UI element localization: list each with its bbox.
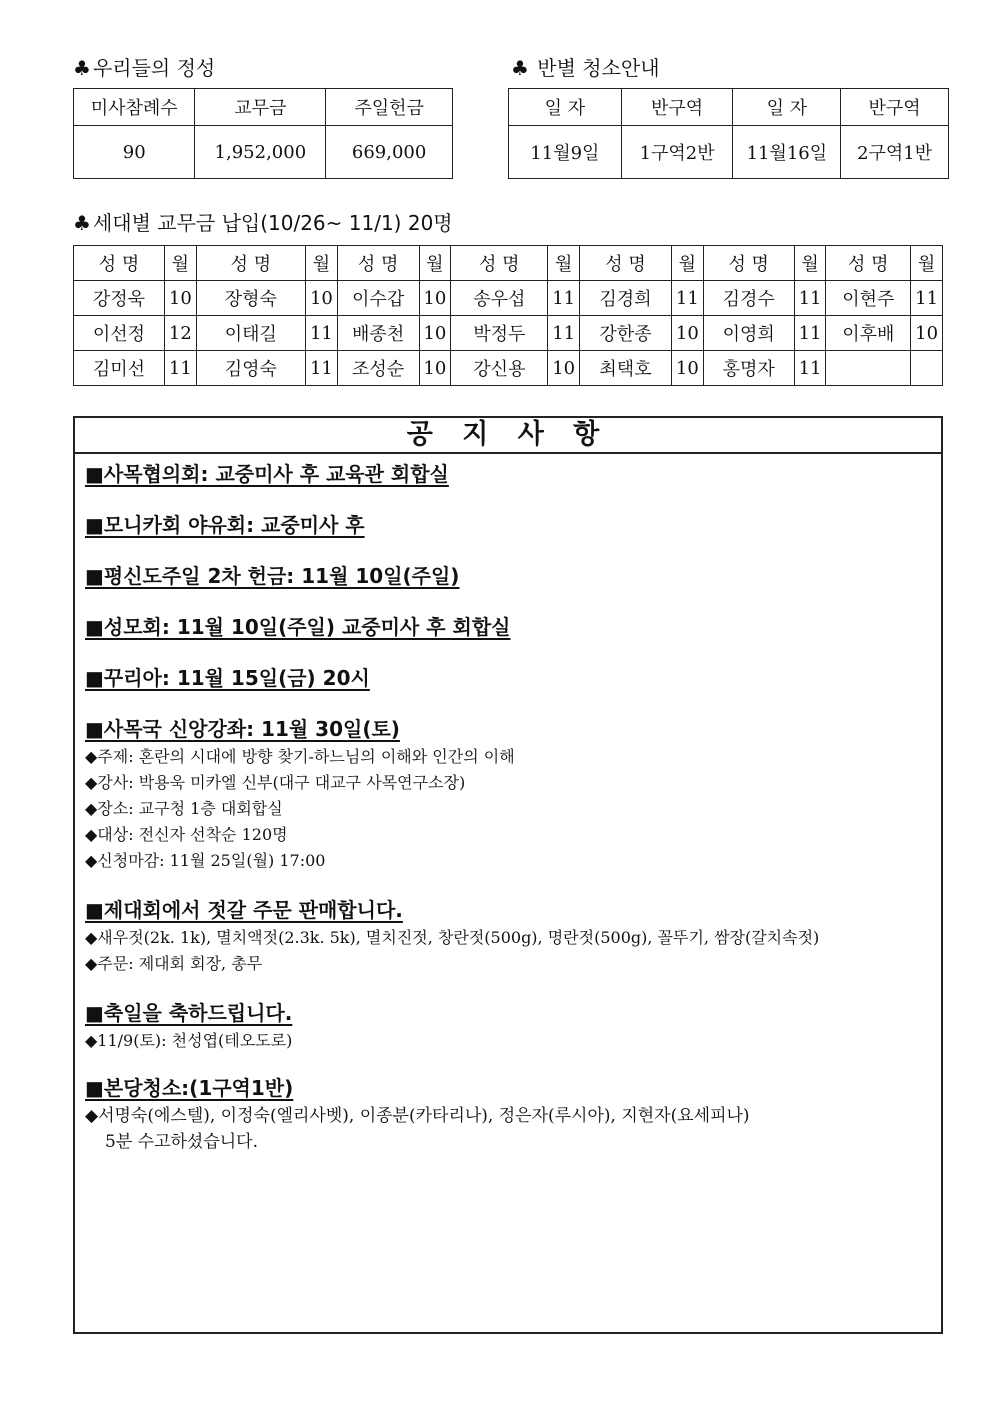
cleaning-date: 11월16일 [733, 126, 841, 179]
household-name: 김미선 [74, 351, 165, 386]
name-header: 성 명 [703, 246, 794, 281]
month-header: 월 [306, 246, 338, 281]
paid-month [911, 351, 943, 386]
table-row [74, 351, 943, 386]
paid-month: 10 [548, 351, 580, 386]
cleaning-header: 일 자 [509, 89, 622, 126]
club-icon: ♣ [511, 56, 529, 80]
table-row [74, 316, 943, 351]
paid-month: 11 [794, 351, 826, 386]
name-header: 성 명 [580, 246, 672, 281]
dues-value: 1,952,000 [195, 126, 326, 179]
paid-month: 10 [419, 281, 451, 316]
sunday-offering-value: 669,000 [326, 126, 453, 179]
paid-month: 10 [306, 281, 338, 316]
household-name: 홍명자 [703, 351, 794, 386]
attendance-value: 90 [74, 126, 195, 179]
month-header: 월 [164, 246, 196, 281]
cleaning-header: 반구역 [841, 89, 949, 126]
paid-month: 10 [672, 351, 704, 386]
paid-month: 10 [419, 351, 451, 386]
offering-title: ♣ 우리들의 정성 [73, 56, 216, 80]
name-header: 성 명 [451, 246, 548, 281]
club-icon: ♣ [73, 56, 91, 80]
household-name: 이선정 [74, 316, 165, 351]
dues-table [73, 245, 943, 386]
household-name: 김경수 [703, 281, 794, 316]
notice-detail: ◆11/9(토): 천성엽(테오도로) [85, 1031, 293, 1050]
notice-body [85, 458, 933, 1155]
notice-detail: ◆서명숙(에스텔), 이정숙(엘리사벳), 이종분(카타리나), 정은자(루시아), 지현자(요세피나) [85, 1106, 750, 1126]
household-name: 김경희 [580, 281, 672, 316]
month-header: 월 [672, 246, 704, 281]
household-name: 이후배 [826, 316, 911, 351]
household-name [826, 351, 911, 386]
paid-month: 11 [548, 281, 580, 316]
household-name: 이수갑 [337, 281, 419, 316]
dues-title: ♣ 세대별 교무금 납입(10/26~ 11/1) 20명 [73, 211, 453, 235]
name-header: 성 명 [337, 246, 419, 281]
cleaning-date: 11월9일 [509, 126, 622, 179]
notice-detail: ◆주문: 제대회 회장, 총무 [85, 954, 263, 973]
notice-detail: ◆주제: 혼란의 시대에 방향 찾기-하느님의 이해와 인간의 이해 [85, 747, 515, 766]
household-name: 강정욱 [74, 281, 165, 316]
cleaning-header: 반구역 [621, 89, 733, 126]
name-header: 성 명 [196, 246, 305, 281]
dues-header-row [74, 246, 943, 281]
household-name: 박정두 [451, 316, 548, 351]
household-name: 배종천 [337, 316, 419, 351]
paid-month: 12 [164, 316, 196, 351]
cleaning-header: 일 자 [733, 89, 841, 126]
notice-heading: ■축일을 축하드립니다. [85, 1001, 293, 1025]
offering-table [73, 88, 453, 179]
notice-detail: ◆새우젓(2k. 1k), 멸치액젓(2.3k. 5k), 멸치진젓, 창란젓(500g), 명란젓(500g), 꼴뚜기, 쌈장(갈치속젓) [85, 928, 820, 947]
notice-box [73, 416, 943, 1334]
household-name: 김영숙 [196, 351, 305, 386]
household-name: 이태길 [196, 316, 305, 351]
paid-month: 11 [306, 316, 338, 351]
household-name: 송우섭 [451, 281, 548, 316]
cleaning-title: ♣ 반별 청소안내 [511, 56, 660, 80]
household-name: 이현주 [826, 281, 911, 316]
month-header: 월 [419, 246, 451, 281]
notice-heading: ■사목국 신앙강좌: 11월 30일(토) [85, 717, 400, 741]
cleaning-area: 2구역1반 [841, 126, 949, 179]
notice-detail: ◆대상: 전신자 선착순 120명 [85, 825, 288, 844]
household-name: 이영희 [703, 316, 794, 351]
notice-detail: ◆장소: 교구청 1층 대회합실 [85, 799, 283, 818]
paid-month: 10 [911, 316, 943, 351]
notice-title: 공 지 사 항 [75, 418, 941, 454]
cleaning-area: 1구역2반 [621, 126, 733, 179]
notice-detail: ◆신청마감: 11월 25일(월) 17:00 [85, 851, 326, 870]
paid-month: 10 [672, 316, 704, 351]
notice-heading: ■사목협의회: 교중미사 후 교육관 회합실 [85, 462, 449, 486]
notice-detail: ◆강사: 박용욱 미카엘 신부(대구 대교구 사목연구소장) [85, 773, 466, 792]
notice-heading: ■제대회에서 젓갈 주문 판매합니다. [85, 898, 403, 922]
household-name: 장형숙 [196, 281, 305, 316]
offering-header: 교무금 [195, 89, 326, 126]
paid-month: 11 [794, 281, 826, 316]
household-name: 최택호 [580, 351, 672, 386]
notice-detail: 5분 수고하셨습니다. [105, 1132, 258, 1152]
month-header: 월 [794, 246, 826, 281]
paid-month: 10 [419, 316, 451, 351]
household-name: 강신용 [451, 351, 548, 386]
notice-heading: ■본당청소:(1구역1반) [85, 1076, 294, 1100]
offering-header: 미사참례수 [74, 89, 195, 126]
paid-month: 11 [672, 281, 704, 316]
paid-month: 11 [548, 316, 580, 351]
name-header: 성 명 [74, 246, 165, 281]
month-header: 월 [548, 246, 580, 281]
paid-month: 10 [164, 281, 196, 316]
notice-heading: ■모니카회 야유회: 교중미사 후 [85, 513, 365, 537]
paid-month: 11 [306, 351, 338, 386]
paid-month: 11 [911, 281, 943, 316]
table-row [74, 281, 943, 316]
household-name: 조성순 [337, 351, 419, 386]
offering-header: 주일헌금 [326, 89, 453, 126]
notice-heading: ■평신도주일 2차 헌금: 11월 10일(주일) [85, 564, 460, 588]
household-name: 강한종 [580, 316, 672, 351]
paid-month: 11 [794, 316, 826, 351]
month-header: 월 [911, 246, 943, 281]
cleaning-table [508, 88, 949, 179]
name-header: 성 명 [826, 246, 911, 281]
club-icon: ♣ [73, 211, 91, 235]
paid-month: 11 [164, 351, 196, 386]
notice-heading: ■꾸리아: 11월 15일(금) 20시 [85, 666, 370, 690]
notice-heading: ■성모회: 11월 10일(주일) 교중미사 후 회합실 [85, 615, 511, 639]
